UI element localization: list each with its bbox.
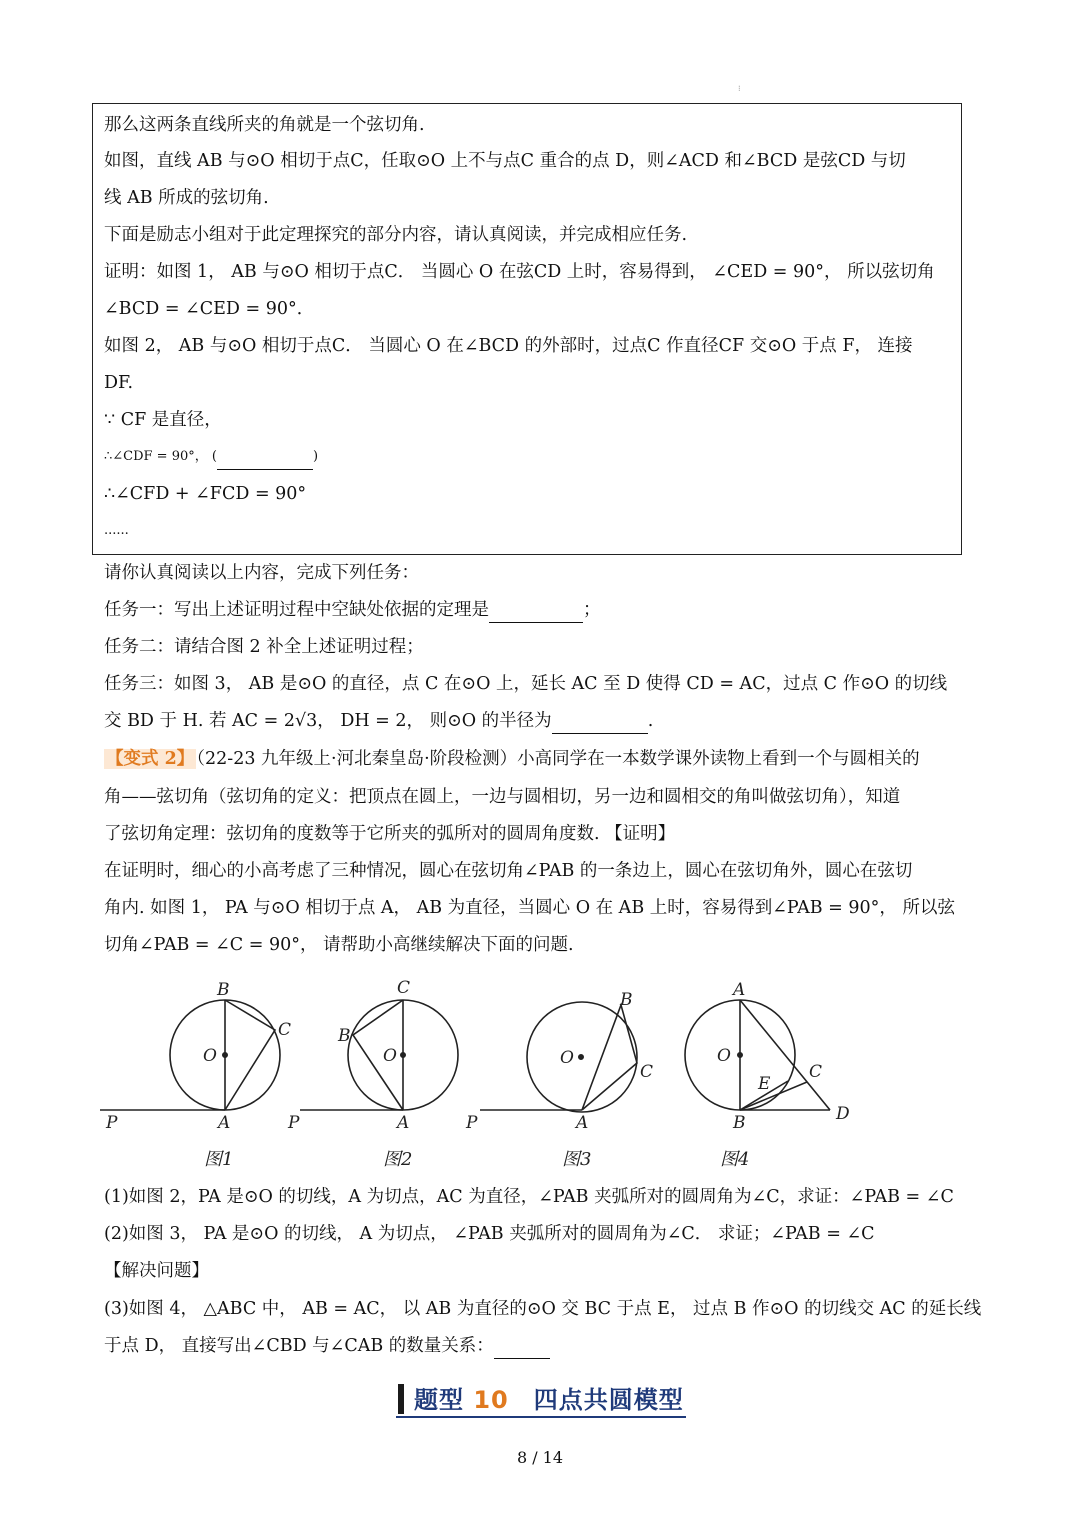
- fig3-label-p: P: [466, 1113, 478, 1133]
- page-number: 8 / 14: [516, 1448, 564, 1467]
- fig4-label-o: O: [717, 1046, 731, 1066]
- box-line-9: ∵ CF 是直径，: [104, 410, 222, 430]
- fig1-chords: [225, 1000, 275, 1110]
- fig4-label-a: A: [733, 980, 746, 1000]
- question-3-blank[interactable]: [494, 1340, 550, 1359]
- fig2-caption: 图2: [383, 1149, 413, 1170]
- task-3-line-1: 任务三：如图 3， AB 是⊙O 的直径，点 C 在⊙O 上，延长 AC 至 D 使得 CD = AC，过点 C 作⊙O 的切线: [104, 674, 948, 694]
- question-3-line-2: [104, 1333, 550, 1359]
- task-1-blank[interactable]: [489, 604, 583, 623]
- section-title-text: [414, 1380, 684, 1415]
- fig4-line-ad: [740, 1000, 830, 1110]
- box-line-6: ∠BCD = ∠CED = 90°．: [104, 299, 315, 319]
- fig1-caption: 图1: [204, 1149, 234, 1170]
- task-1-text: 任务一：写出上述证明过程中空缺处依据的定理是: [104, 600, 489, 620]
- fig3-center-dot: [579, 1055, 583, 1059]
- section-title: [396, 1380, 686, 1418]
- task-1: [104, 597, 601, 623]
- top-mark: ⁝: [738, 84, 741, 93]
- fig2-label-o: O: [383, 1046, 397, 1066]
- geometry-figures: [100, 975, 870, 1175]
- fig4-label-e: E: [758, 1074, 771, 1094]
- fig2-label-c: C: [397, 978, 411, 998]
- variant-line-4: 在证明时，细心的小高考虑了三种情况，圆心在弦切角∠PAB 的一条边上，圆心在弦切角外，圆心在弦切: [104, 861, 913, 881]
- fig3-chords: [582, 1005, 637, 1110]
- fig4-center-dot: [738, 1053, 742, 1057]
- fig2-label-b: B: [338, 1026, 351, 1046]
- fig2-label-a: A: [397, 1113, 410, 1133]
- question-3-text: 于点 D， 直接写出∠CBD 与∠CAB 的数量关系：: [104, 1336, 494, 1356]
- question-2: (2)如图 3， PA 是⊙O 的切线， A 为切点， ∠PAB 夹弧所对的圆周角为∠C． 求证；∠PAB = ∠C: [104, 1224, 875, 1244]
- box-paren-close: ): [312, 449, 319, 464]
- box-line-12: ......: [104, 523, 129, 538]
- box-line-7: 如图 2， AB 与⊙O 相切于点C． 当圆心 O 在∠BCD 的外部时，过点C 作直径CF 交⊙O 于点 F， 连接: [104, 336, 913, 356]
- section-prefix: 题型: [414, 1386, 474, 1414]
- section-title-marker: [398, 1384, 404, 1414]
- question-1: (1)如图 2，PA 是⊙O 的切线，A 为切点，AC 为直径，∠PAB 夹弧所对的圆周角为∠C，求证：∠PAB = ∠C: [104, 1187, 954, 1207]
- box-line-2: 如图，直线 AB 与⊙O 相切于点C，任取⊙O 上不与点C 重合的点 D，则∠ACD 和∠BCD 是弦CD 与切: [104, 151, 906, 171]
- figure-1: [100, 980, 291, 1170]
- box-line-1: 那么这两条直线所夹的角就是一个弦切角.: [104, 115, 425, 135]
- figure-2: [287, 978, 458, 1170]
- fig4-line-bc: [740, 1082, 807, 1110]
- box-line-11: ∴∠CFD + ∠FCD = 90°: [104, 484, 307, 504]
- fig1-label-p: P: [106, 1113, 118, 1133]
- fig4-caption: 图4: [720, 1149, 750, 1170]
- box-line-10: [104, 444, 318, 470]
- fig3-label-a: A: [576, 1113, 589, 1133]
- question-3-line-1: (3)如图 4， △ABC 中， AB = AC， 以 AB 为直径的⊙O 交 BC 于点 E， 过点 B 作⊙O 的切线交 AC 的延长线: [104, 1299, 982, 1319]
- fig3-caption: 图3: [562, 1149, 592, 1170]
- figure-4: [685, 980, 850, 1170]
- fig1-label-b: B: [217, 980, 230, 1000]
- fig4-label-b: B: [733, 1113, 746, 1133]
- fig2-label-p: P: [288, 1113, 300, 1133]
- fig3-label-o: O: [560, 1048, 574, 1068]
- variant-line-5: 角内. 如图 1， PA 与⊙O 相切于点 A， AB 为直径，当圆心 O 在 AB 上时，容易得到∠PAB = 90°， 所以弦: [104, 898, 955, 918]
- task-2: 任务二：请结合图 2 补全上述证明过程；: [104, 637, 424, 657]
- box-line-5: 证明：如图 1， AB 与⊙O 相切于点C． 当圆心 O 在弦CD 上时，容易得到， ∠CED = 90°， 所以弦切角: [104, 262, 935, 282]
- variant-tag: 【变式 2】: [106, 749, 195, 769]
- section-number: 10: [473, 1386, 509, 1414]
- variant-line-6: 切角∠PAB = ∠C = 90°， 请帮助小高继续解决下面的问题.: [104, 935, 574, 955]
- figure-3: [465, 990, 653, 1170]
- box-line-10-text: ∴∠CDF = 90°， (: [104, 449, 217, 464]
- fig4-label-c: C: [809, 1062, 823, 1082]
- fig4-label-d: D: [836, 1104, 850, 1124]
- task-3-line-2: [104, 708, 653, 734]
- variant-source: （22-23 九年级上·河北秦皇岛·阶段检测）小高同学在一本数学课外读物上看到一个与圆相关的: [196, 749, 920, 769]
- box-line-8: DF.: [104, 373, 134, 393]
- fig1-label-c: C: [278, 1020, 292, 1040]
- fig3-label-c: C: [640, 1062, 654, 1082]
- section-name: 四点共圆模型: [508, 1386, 684, 1414]
- task-3-text: 交 BD 于 H. 若 AC = 2√3， DH = 2， 则⊙O 的半径为: [104, 711, 552, 731]
- box-line-3: 线 AB 所成的弦切角.: [104, 188, 269, 208]
- solve-heading: 【解决问题】: [104, 1261, 209, 1281]
- fig1-label-o: O: [203, 1046, 217, 1066]
- box-line-4: 下面是励志小组对于此定理探究的部分内容，请认真阅读，并完成相应任务.: [104, 225, 688, 245]
- fig2-center-dot: [401, 1053, 405, 1057]
- fig3-label-b: B: [620, 990, 633, 1010]
- tasks-intro: 请你认真阅读以上内容，完成下列任务：: [104, 563, 419, 583]
- reason-blank[interactable]: [217, 451, 313, 470]
- variant-line-2: 角——弦切角（弦切角的定义：把顶点在圆上，一边与圆相切，另一边和圆相交的角叫做弦切角），知道: [104, 787, 901, 807]
- fig1-center-dot: [223, 1053, 227, 1057]
- task-3-blank[interactable]: [552, 715, 648, 734]
- fig1-label-a: A: [218, 1113, 231, 1133]
- task-3-end: .: [647, 711, 654, 731]
- variant-line-1: [104, 746, 920, 772]
- task-1-end: ；: [583, 600, 601, 620]
- variant-line-3: 了弦切角定理：弦切角的度数等于它所夹的弧所对的圆周角度数. 【证明】: [104, 824, 676, 844]
